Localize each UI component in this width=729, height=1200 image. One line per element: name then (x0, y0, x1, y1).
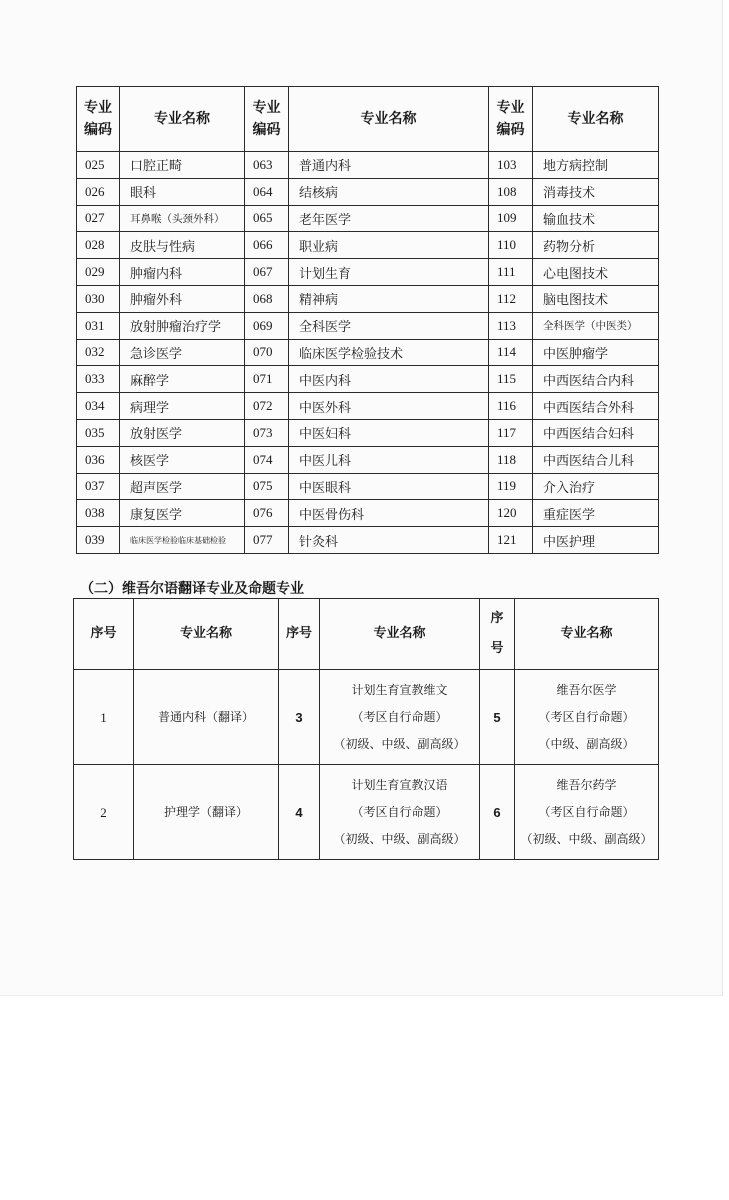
header-name: 专业名称 (320, 599, 480, 670)
cell-line: （初级、中级、副高级） (333, 831, 466, 846)
section-title: （二）维吾尔语翻译专业及命题专业 (80, 581, 304, 597)
specialty-code-cell: 029 (77, 259, 120, 286)
specialty-code-cell: 067 (245, 259, 289, 286)
specialty-name-cell (320, 765, 480, 860)
table-row (77, 232, 659, 259)
specialty-name-cell: 放射肿瘤治疗学 (120, 312, 245, 339)
table-header-row (77, 87, 659, 152)
cell-line: 维吾尔医学 (556, 682, 617, 697)
specialty-name-cell: 结核病 (289, 178, 489, 205)
specialty-name-cell: 中医护理 (533, 527, 659, 554)
specialty-name-cell: 皮肤与性病 (120, 232, 245, 259)
specialty-code-cell: 111 (489, 259, 533, 286)
seq-cell: 4 (279, 765, 320, 860)
table-row (74, 670, 659, 765)
specialty-name-cell: 临床医学检验临床基础检验 (120, 527, 245, 554)
table-row (77, 500, 659, 527)
cell-line: （考区自行命题） (538, 709, 635, 724)
specialty-name-cell: 耳鼻喉（头颈外科） (120, 205, 245, 232)
seq-cell: 3 (279, 670, 320, 765)
specialty-code-cell: 075 (245, 473, 289, 500)
specialty-code-cell: 070 (245, 339, 289, 366)
table-row (77, 527, 659, 554)
specialty-name-cell: 放射医学 (120, 419, 245, 446)
cell-line: （初级、中级、副高级） (333, 736, 466, 751)
specialty-name-cell: 中医肿瘤学 (533, 339, 659, 366)
specialty-code-cell: 027 (77, 205, 120, 232)
specialty-code-cell: 039 (77, 527, 120, 554)
specialty-code-cell: 073 (245, 419, 289, 446)
specialty-name-cell: 药物分析 (533, 232, 659, 259)
specialty-name-cell: 计划生育 (289, 259, 489, 286)
cell-line: （中级、副高级） (538, 736, 635, 751)
specialty-name-cell (320, 670, 480, 765)
specialty-name-cell (134, 765, 279, 860)
cell-line: （考区自行命题） (351, 709, 448, 724)
specialty-name-cell: 职业病 (289, 232, 489, 259)
specialty-name-cell: 中西医结合儿科 (533, 446, 659, 473)
specialty-name-cell: 病理学 (120, 393, 245, 420)
specialty-name-cell: 全科医学（中医类） (533, 312, 659, 339)
header-name: 专业名称 (533, 87, 659, 152)
specialty-name-cell: 地方病控制 (533, 152, 659, 179)
specialty-name-cell: 脑电图技术 (533, 285, 659, 312)
specialty-name-cell: 介入治疗 (533, 473, 659, 500)
specialty-code-cell: 110 (489, 232, 533, 259)
specialty-code-cell: 114 (489, 339, 533, 366)
specialty-code-cell: 065 (245, 205, 289, 232)
cell-line: 维吾尔药学 (556, 777, 617, 792)
specialty-code-cell: 026 (77, 178, 120, 205)
header-name: 专业名称 (134, 599, 279, 670)
table-row (77, 312, 659, 339)
specialty-code-cell: 063 (245, 152, 289, 179)
specialty-name-cell: 中医妇科 (289, 419, 489, 446)
table-row (77, 366, 659, 393)
specialty-name-cell: 超声医学 (120, 473, 245, 500)
seq-cell: 5 (480, 670, 515, 765)
specialty-name-cell: 中西医结合外科 (533, 393, 659, 420)
specialty-name-cell: 肿瘤内科 (120, 259, 245, 286)
specialty-name-cell: 中医儿科 (289, 446, 489, 473)
header-code: 专业 编码 (245, 87, 289, 152)
seq-cell: 1 (74, 670, 134, 765)
cell-line: （考区自行命题） (351, 804, 448, 819)
specialty-name-cell: 中西医结合内科 (533, 366, 659, 393)
specialty-code-cell: 071 (245, 366, 289, 393)
specialty-code-cell: 076 (245, 500, 289, 527)
cell-line: 计划生育宣教维文 (351, 682, 448, 697)
specialty-code-cell: 034 (77, 393, 120, 420)
specialty-name-cell: 临床医学检验技术 (289, 339, 489, 366)
specialty-code-cell: 118 (489, 446, 533, 473)
specialty-code-cell: 036 (77, 446, 120, 473)
specialty-name-cell (515, 765, 659, 860)
specialty-code-cell: 072 (245, 393, 289, 420)
specialty-code-cell: 116 (489, 393, 533, 420)
table-row (74, 765, 659, 860)
specialty-name-cell: 老年医学 (289, 205, 489, 232)
table-row (77, 259, 659, 286)
specialty-name-cell: 口腔正畸 (120, 152, 245, 179)
table-row (77, 178, 659, 205)
specialty-name-cell: 核医学 (120, 446, 245, 473)
specialty-code-cell: 025 (77, 152, 120, 179)
specialty-name-cell: 重症医学 (533, 500, 659, 527)
header-seq: 序号 (74, 599, 134, 670)
cell-line: 护理学（翻译） (163, 804, 248, 819)
specialty-name-cell: 中医外科 (289, 393, 489, 420)
specialty-name-cell: 急诊医学 (120, 339, 245, 366)
table-row (77, 205, 659, 232)
table-row (77, 339, 659, 366)
table-row (77, 446, 659, 473)
specialty-code-cell: 033 (77, 366, 120, 393)
specialty-name-cell: 精神病 (289, 285, 489, 312)
specialty-name-cell: 中西医结合妇科 (533, 419, 659, 446)
specialty-name-cell: 心电图技术 (533, 259, 659, 286)
seq-cell: 2 (74, 765, 134, 860)
table-row (77, 393, 659, 420)
specialty-code-cell: 103 (489, 152, 533, 179)
seq-cell: 6 (480, 765, 515, 860)
specialty-name-cell: 输血技术 (533, 205, 659, 232)
cell-line: （初级、中级、副高级） (520, 831, 653, 846)
specialty-code-cell: 074 (245, 446, 289, 473)
specialty-code-cell: 121 (489, 527, 533, 554)
specialty-code-cell: 112 (489, 285, 533, 312)
table-header-row (74, 599, 659, 670)
specialty-code-cell: 109 (489, 205, 533, 232)
specialty-code-cell: 032 (77, 339, 120, 366)
specialty-name-cell: 肿瘤外科 (120, 285, 245, 312)
header-name: 专业名称 (515, 599, 659, 670)
specialty-code-cell: 064 (245, 178, 289, 205)
specialty-code-cell: 117 (489, 419, 533, 446)
specialty-code-cell: 077 (245, 527, 289, 554)
specialty-code-cell: 119 (489, 473, 533, 500)
header-code: 专业 编码 (489, 87, 533, 152)
table-row (77, 473, 659, 500)
specialty-code-cell: 038 (77, 500, 120, 527)
specialty-name-cell (515, 670, 659, 765)
cell-line: 计划生育宣教汉语 (351, 777, 448, 792)
specialty-name-cell: 消毒技术 (533, 178, 659, 205)
specialty-code-cell: 108 (489, 178, 533, 205)
specialty-name-cell: 康复医学 (120, 500, 245, 527)
specialty-name-cell: 眼科 (120, 178, 245, 205)
specialty-code-cell: 066 (245, 232, 289, 259)
specialty-name-cell: 全科医学 (289, 312, 489, 339)
specialty-code-table (76, 86, 659, 554)
specialty-code-cell: 069 (245, 312, 289, 339)
specialty-code-cell: 035 (77, 419, 120, 446)
header-name: 专业名称 (289, 87, 489, 152)
specialty-name-cell: 中医内科 (289, 366, 489, 393)
header-name: 专业名称 (120, 87, 245, 152)
specialty-code-cell: 115 (489, 366, 533, 393)
specialty-code-cell: 030 (77, 285, 120, 312)
cell-line: 普通内科（翻译） (157, 709, 254, 724)
specialty-name-cell: 普通内科 (289, 152, 489, 179)
specialty-code-cell: 031 (77, 312, 120, 339)
header-seq: 序 号 (480, 599, 515, 670)
table-row (77, 152, 659, 179)
table-row (77, 285, 659, 312)
specialty-name-cell: 针灸科 (289, 527, 489, 554)
translation-specialty-table (73, 598, 659, 860)
cell-line: （考区自行命题） (538, 804, 635, 819)
header-code: 专业 编码 (77, 87, 120, 152)
table-row (77, 419, 659, 446)
specialty-name-cell: 中医骨伤科 (289, 500, 489, 527)
specialty-code-cell: 113 (489, 312, 533, 339)
specialty-code-cell: 068 (245, 285, 289, 312)
specialty-code-cell: 028 (77, 232, 120, 259)
specialty-name-cell: 中医眼科 (289, 473, 489, 500)
specialty-name-cell: 麻醉学 (120, 366, 245, 393)
specialty-name-cell (134, 670, 279, 765)
specialty-code-cell: 120 (489, 500, 533, 527)
header-seq: 序号 (279, 599, 320, 670)
specialty-code-cell: 037 (77, 473, 120, 500)
